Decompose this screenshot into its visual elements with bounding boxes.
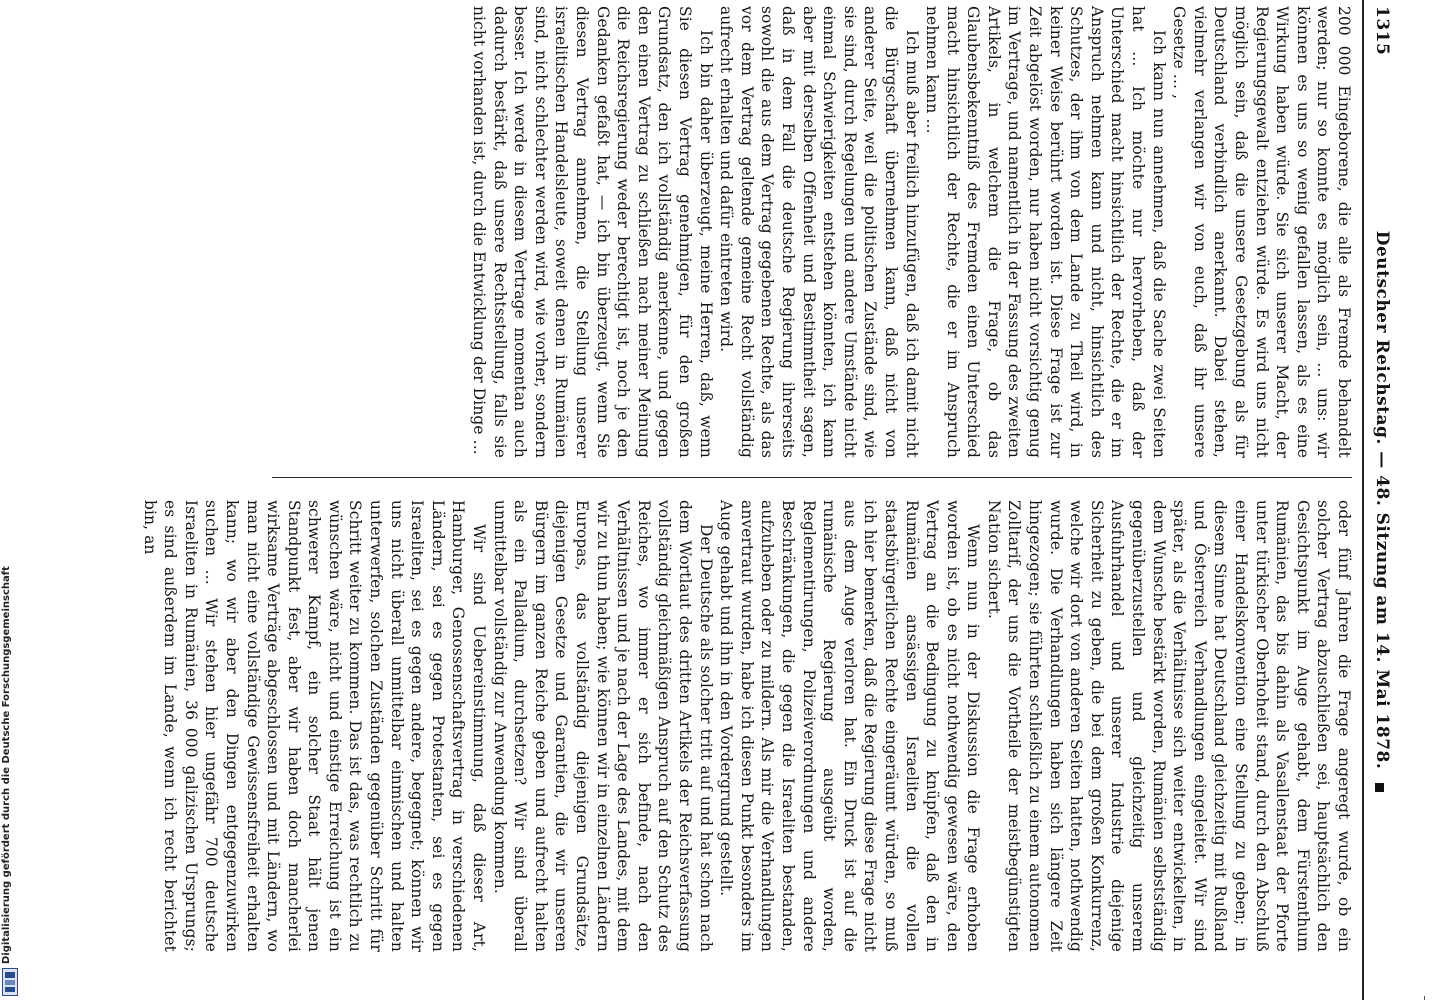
credit-text: Digitalisierung gefördert durch die Deutsche Forschungsgemeinschaft — [1, 566, 12, 964]
column-divider — [272, 477, 1352, 478]
text-column-right — [140, 500, 1354, 952]
paragraph: Ich muß aber freilich hinzufügen, daß ich damit nicht die Bürgschaft übernehmen kann, daß nicht von anderer Seite, weil die politischen Zustände sind, wie sie sind, durch Regelungen und andere Umstände nicht einmal Schwierigkeiten entstehen könnten, ich kann aber mit derselben Offenheit und Bestimmtheit sagen, daß in dem Fall die deutsche Regierung ihrerseits sowohl die aus dem Vertrag gegebenen Rechte, als das vor dem Vertrag geltende gemeine Recht vollständig aufrecht erhalten und dafür eintreten wird. — [717, 6, 921, 458]
paragraph: Wenn nun in der Diskussion die Frage erhoben worden ist, ob es nicht nothwendig gewesen wäre, den Vertrag an die Bedingung zu knüpfen, daß den in Rumänien ansässigen Israeliten die vollen staatsbürgerlichen Rechte eingeräumt würden, so muß ich hier bemerken, daß die Regierung diese Frage nicht aus dem Auge verloren hat. Ein Druck ist auf die rumänische Regierung ausgeübt worden, Reglementirungen, Polizeiverordnungen und andere Beschränkungen, die gegen die Israeliten bestanden, aufzuheben oder zu mildern. Als mir die Verhandlungen anvertraut wurden, habe ich diesen Punkt besonders im Auge gehabt und ihn in den Vordergrund gestellt. — [717, 500, 983, 952]
text-column-left — [254, 6, 1354, 458]
header-bullet — [1375, 783, 1384, 792]
running-title: Deutscher Reichstag. — 48. Sitzung am 14. Mai 1878. — [1372, 230, 1392, 770]
paragraph: 200 000 Eingeborene, die alle als Fremde behandelt werden; nur so konnte es möglich sein, ... uns: wir können es uns so wenig gefallen lassen, als es eine Wirkung haben würde. Sie sich unserer Macht, der Regierungsgewalt entziehen würde. Es wird uns nicht möglich sein, daß die unsere Gesetzgebung als für Deutschland verbindlich anerkannt. Dabei stehen, vielmehr verlangen wir von euch, daß ihr unsere Gesetze ... , — [1170, 6, 1353, 458]
scan-edge-mark — [1424, 996, 1425, 1000]
dfg-logo-icon — [3, 969, 17, 995]
paragraph: Wir sind Uebereinstimmung, daß dieser Art, Hamburger, Genossenschaftsvertrag in verschiedenen Ländern, sei es gegen Protestanten, sei es gegen Israeliten, sei es gegen andere, begegnet; können wir uns nicht überall unmittelbar einmischen und halten unterwerfen, solchen Zuständen gegenüber Schritt für Schritt weiter zu kommen. Das ist das, was rechtlich zu wünschen wäre, nicht und einstige Erreichung ist ein schwerer Kampf, ein solcher Staat hält jenen Standpunkt fest, aber wir haben doch mancherlei wirksame Verträge abgeschlossen und mit Ländern, wo man nicht eine vollständige Gewissensfreiheit erhalten kann; wo wir aber den Dingen entgegenzuwirken suchen ... Wir stehen hier ungefähr 700 deutsche Israeliten in Rumänien, 36 000 galizischen Ursprungs; es sind außerdem im Lande, wenn ich recht berichtet bin, an — [140, 500, 489, 952]
paragraph: Ich kann nun annehmen, daß die Sache zwei Seiten hat ... Ich möchte nur hervorheben, daß der Unterschied macht hinsichtlich der Rechte, die er im Anspruch nehmen kann und nicht, hinsichtlich des Schutzes, der ihm von dem Lande zu Theil wird, in keiner Weise berührt worden ist. Diese Frage ist zur Zeit abgelöst worden, nur haben nicht vorsichtig genug im Vertrage, und namentlich in der Fassung des zweiten Artikels, in welchem die Frage, ob das Glaubensbekenntniß des Fremden einen Unterschied macht hinsichtlich der Rechte, die er im Anspruch nehmen kann ... — [923, 6, 1168, 458]
paragraph: oder fünf Jahren die Frage angeregt wurde, ob ein solcher Vertrag abzuschließen sei, hauptsächlich den Gesichtspunkt im Auge gehabt, dem Fürstenthum Rumänien, das bis dahin als Vasallenstaat der Pforte unter türkischer Oberhoheit stand, durch den Abschluß einer Handelskonvention eine Stellung zu geben; in diesem Sinne hat Deutschland gleichzeitig mit Rußland und Österreich Verhandlungen eingeleitet. Wir sind später, als die Verhältnisse sich weiter entwickelten, in dem Wunsche bestärkt worden, Rumänien selbstständig gegenüberzustellen und gleichzeitig unserem Ausfuhrhandel und unserer Industrie diejenige Sicherheit zu geben, die bei dem großen Konkurrenz, welche wir dort von anderen Seiten hatten, nothwendig wurde. Die Verhandlungen haben sich längere Zeit hingezogen; sie führten schließlich zu einem autonomen Zolltarif, der uns die Vortheile der meistbegünstigten Nation sichert. — [984, 500, 1353, 952]
paragraph: Der Deutsche als solcher tritt auf und hat schon nach dem Wortlaut des dritten Artikels der Reichsverfassung vollständig gleichmäßigen Anspruch auf den Schutz des Reiches, wo immer er sich befinde, nach den Verhältnissen und je nach der Lage des Landes, mit dem wir zu thun haben; wie können wir in einzelnen Ländern Europas, das vollständig diejenigen Grundsätze, diejenigen Gesetze und Garantien, die wir unseren Bürgern im ganzen Reiche geben und aufrecht halten als ein Palladium, durchsetzen? Wir sind überall unmittelbar vollständig zur Anwendung kommen. — [490, 500, 715, 952]
page-header — [1362, 0, 1394, 1000]
page-number: 1315 — [1372, 6, 1392, 56]
dfg-logo — [2, 968, 18, 996]
digitization-credit — [1, 566, 19, 1000]
paragraph: Ich bin daher überzeugt, meine Herren, daß, wenn Sie diesen Vertrag genehmigen, für den großen Grundsatz, den ich vollständig anerkenne, und gegen den einen Vertrag zu schließen nach meiner Meinung die Reichsregierung weder berechtigt ist, noch je den Gedanken gefaßt hat, — ich bin überzeugt, wenn Sie diesen Vertrag annehmen, die Stellung unserer israelitischen Handelsleute, soweit denen in Rumänien sind, nicht schlechter werden wird, wie vorher, sondern besser. Ich werde in diesem Vertrage momentan auch dadurch bestärkt, daß unsere Rechtsstellung, falls sie nicht vorhanden ist, durch die Entwicklung der Dinge ... — [470, 6, 715, 458]
